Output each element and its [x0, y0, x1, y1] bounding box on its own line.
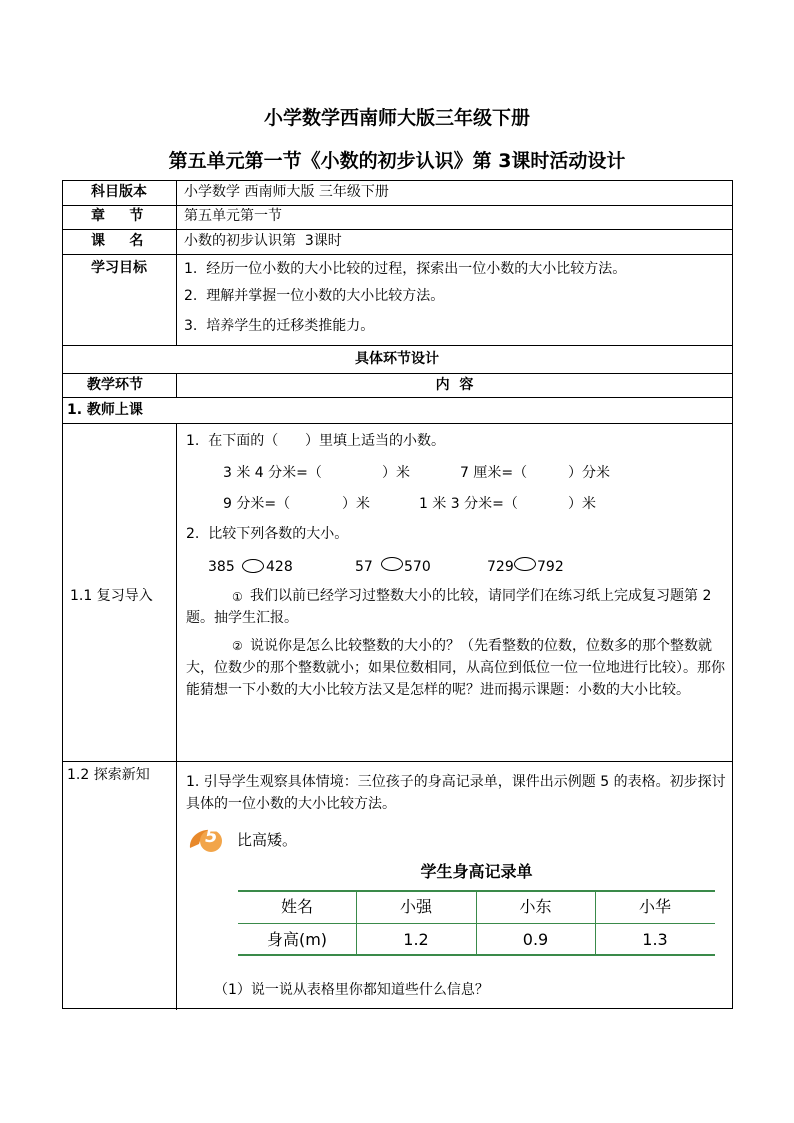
fill-item: ）分米 — [568, 465, 610, 481]
fill-item: ）米 — [342, 496, 370, 512]
table-cell: 0.9 — [522, 930, 549, 949]
compare-number: 385 — [208, 559, 235, 575]
row-divider — [63, 205, 732, 206]
compare-number: 428 — [266, 559, 293, 575]
compare-oval — [381, 557, 403, 571]
row-divider — [63, 373, 732, 374]
bullet-2: ② — [232, 639, 243, 653]
bullet-1: ① — [232, 590, 243, 604]
fill-item: 3 米 4 分米=（ — [223, 465, 322, 481]
step-1-2-label: 1.2 探索新知 — [67, 767, 150, 783]
page-subtitle: 第五单元第一节《小数的初步认识》第 3课时活动设计 — [168, 150, 626, 172]
table-header: 小华 — [638, 897, 671, 916]
section-header: 具体环节设计 — [355, 351, 439, 367]
fill-item: 7 厘米=（ — [460, 465, 528, 481]
col-divider — [176, 181, 177, 345]
fill-item: ）米 — [568, 496, 596, 512]
table-cell: 身高(m) — [266, 930, 328, 949]
row-divider — [63, 229, 732, 230]
compare-oval — [242, 559, 264, 573]
goal-item: 3. 培养学生的迁移类推能力。 — [184, 318, 375, 334]
row-divider — [63, 397, 732, 398]
fill-item: 1 米 3 分米=（ — [419, 496, 518, 512]
compare-number: 792 — [537, 559, 564, 575]
paragraph-explore-1: 1. 引导学生观察具体情境：三位孩子的身高记录单，课件出示例题 5 的表格。初步探讨具体的一位小数的大小比较方法。 — [186, 774, 726, 812]
lesson-label: 课 名 — [91, 233, 144, 249]
col-content-header: 内 容 — [435, 377, 474, 393]
col-divider — [176, 423, 177, 1010]
question-2: 2. 比较下列各数的大小。 — [186, 526, 349, 542]
compare-oval — [514, 557, 536, 571]
table-header: 姓名 — [280, 897, 313, 916]
example-number: 5 — [205, 826, 218, 847]
goal-item: 1. 经历一位小数的大小比较的过程，探索出一位小数的大小比较方法。 — [184, 261, 627, 277]
fill-item: 9 分米=（ — [223, 496, 291, 512]
stage-1-label: 1. 教师上课 — [67, 402, 143, 418]
height-table — [238, 890, 715, 956]
row-divider — [63, 761, 732, 762]
subject-label: 科目版本 — [91, 184, 147, 200]
row-divider — [63, 423, 732, 424]
paragraph-review-1: 我们以前已经学习过整数大小的比较，请同学们在练习纸上完成复习题第 2 题。抽学生汇报。 — [186, 588, 712, 626]
fill-item: ）米 — [382, 465, 410, 481]
compare-number: 729 — [487, 559, 514, 575]
subject-value: 小学数学 西南师大版 三年级下册 — [184, 184, 389, 200]
col-step-header: 教学环节 — [87, 377, 143, 393]
lesson-value: 小数的初步认识第 3课时 — [184, 233, 342, 249]
compare-heading: 比高矮。 — [237, 831, 298, 849]
compare-number: 570 — [404, 559, 431, 575]
question-1: 1. 在下面的（ ）里填上适当的小数。 — [186, 433, 445, 449]
table-cell: 1.3 — [642, 930, 668, 949]
table-cell: 1.2 — [403, 930, 429, 949]
step-1-1-label: 1.1 复习导入 — [70, 588, 153, 604]
goal-item: 2. 理解并掌握一位小数的大小比较方法。 — [184, 288, 445, 304]
paragraph-review-2: 说说你是怎么比较整数的大小的？（先看整数的位数，位数多的那个整数就大，位数少的那个整数就小；如果位数相同，从高位到低位一位一位地进行比较）。那你能猜想一下小数的大小比较方法又是怎样的呢？进而揭示课题：小数的大小比较。 — [186, 638, 725, 698]
page-title: 小学数学西南师大版三年级下册 — [263, 107, 530, 129]
compare-number: 57 — [355, 559, 373, 575]
question-explore-1: （1）说一说从表格里你都知道些什么信息？ — [214, 982, 489, 998]
goal-label: 学习目标 — [91, 260, 147, 276]
height-table-title: 学生身高记录单 — [420, 862, 533, 881]
table-header: 小东 — [519, 897, 552, 916]
chapter-value: 第五单元第一节 — [184, 208, 282, 224]
row-divider — [63, 254, 732, 255]
table-header: 小强 — [399, 897, 432, 916]
row-divider — [63, 345, 732, 346]
chapter-label: 章 节 — [91, 208, 144, 224]
